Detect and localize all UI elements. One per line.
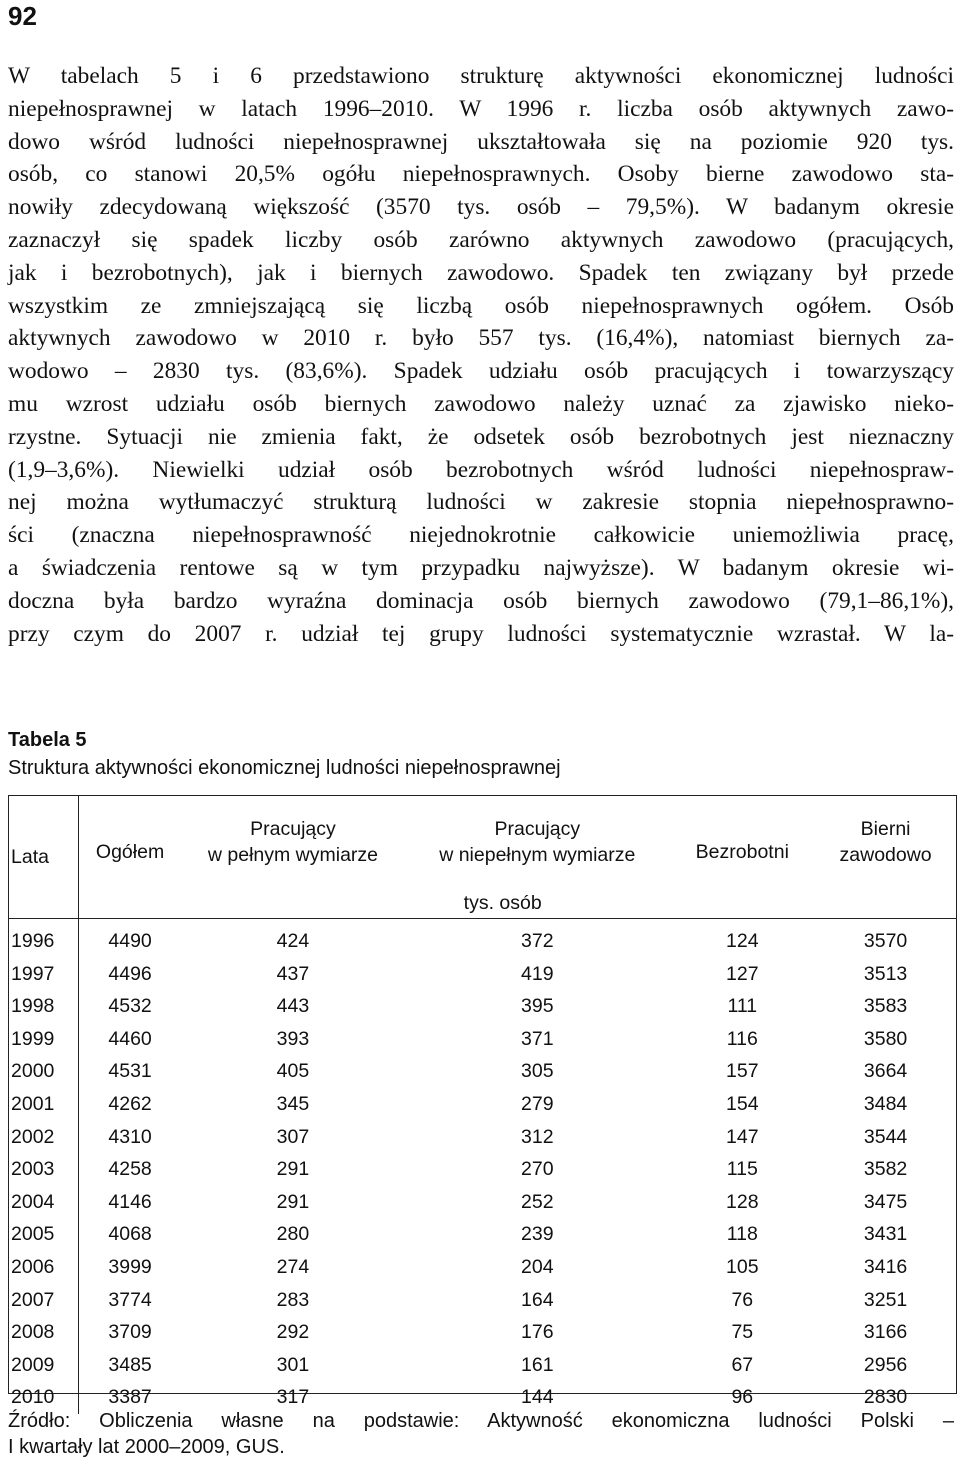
header-bierni-line1: Bierni [860,818,911,840]
body-line: rzystne. Sytuacji nie zmienia fakt, że odsetek osób bezrobotnych jest nieznaczny [8,423,954,450]
table-row [9,919,956,958]
cell-bierni: 3570 [863,930,908,952]
cell-niepelny: 312 [521,1125,554,1148]
cell-pelny: 307 [276,1125,310,1148]
table-row [9,1023,956,1056]
cell-bierni: 3166 [863,1321,908,1344]
table-body [9,919,956,1414]
body-line: nej można wytłumaczyć strukturą ludności w zakresie stopnia niepełnosprawno- [8,489,954,516]
cell-ogolem: 4068 [108,1223,152,1246]
header-niepelny [405,796,669,888]
body-line: jak i bezrobotnych), jak i biernych zawodowo. Spadek ten związany był przede [8,259,954,286]
body-line: aktywnych zawodowo w 2010 r. było 557 tys. (16,4%), natomiast biernych za- [8,325,954,352]
cell-pelny: 283 [276,1288,310,1311]
cell-lata: 1998 [9,990,79,1023]
cell-pelny: 443 [276,995,310,1018]
cell-bierni: 3484 [863,1092,908,1115]
cell-bezrobotni: 127 [726,962,759,985]
cell-ogolem: 4490 [108,930,152,952]
table-row [9,1316,956,1349]
cell-bezrobotni: 154 [726,1092,759,1115]
cell-bierni: 3513 [863,962,908,985]
header-pelny [181,796,405,888]
cell-lata: 2004 [9,1186,79,1219]
cell-niepelny: 252 [521,1190,554,1213]
cell-bierni: 3580 [863,1027,908,1050]
header-pelny-line2: w pełnym wymiarze [207,844,379,866]
table-label: Tabela 5 [8,729,87,751]
cell-bezrobotni: 147 [726,1125,759,1148]
cell-bezrobotni: 75 [731,1321,754,1344]
cell-lata: 2000 [9,1055,79,1088]
cell-bezrobotni: 124 [726,930,759,952]
header-bierni [815,796,956,888]
cell-ogolem: 4258 [108,1158,152,1181]
cell-bierni: 3475 [863,1190,908,1213]
cell-ogolem: 4531 [108,1060,152,1083]
cell-bezrobotni: 157 [726,1060,759,1083]
cell-lata: 1996 [9,919,79,958]
cell-bezrobotni: 105 [726,1255,759,1278]
header-bierni-line2: zawodowo [839,844,932,866]
cell-bezrobotni: 76 [731,1288,754,1311]
cell-lata: 2010 [9,1381,79,1414]
table-caption: Struktura aktywności ekonomicznej ludności niepełnosprawnej [8,757,561,779]
cell-pelny: 292 [276,1321,310,1344]
cell-lata: 2006 [9,1251,79,1284]
table-row [9,1121,956,1154]
body-line: niepełnosprawnej w latach 1996–2010. W 1996 r. liczba osób aktywnych zawo- [8,95,954,122]
table-row [9,1251,956,1284]
source-line: Źródło: Obliczenia własne na podstawie: Aktywność ekonomiczna ludności Polski – [8,1410,954,1432]
cell-ogolem: 3387 [108,1386,152,1409]
cell-lata: 2009 [9,1349,79,1382]
body-line: (1,9–3,6%). Niewielki udział osób bezrobotnych wśród ludności niepełnospraw- [8,456,954,483]
table-row [9,1186,956,1219]
header-niepelny-line1: Pracujący [494,818,581,840]
cell-ogolem: 4496 [108,962,152,985]
cell-ogolem: 3999 [108,1255,152,1278]
header-bezrobotni [669,796,815,888]
cell-lata: 2002 [9,1121,79,1154]
body-line: wodowo – 2830 tys. (83,6%). Spadek udziału osób pracujących i towarzyszący [8,358,954,385]
table-row [9,990,956,1023]
cell-ogolem: 4310 [108,1125,152,1148]
cell-bierni: 3582 [863,1158,908,1181]
cell-lata: 2008 [9,1316,79,1349]
cell-bierni: 3544 [863,1125,908,1148]
header-bezrobotni-text: Bezrobotni [695,841,789,863]
cell-niepelny: 144 [521,1386,554,1409]
page-number: 92 [8,1,37,31]
body-line: wszystkim ze zmniejszającą się liczbą osób niepełnosprawnych ogółem. Osób [8,292,954,319]
cell-pelny: 393 [276,1027,310,1050]
cell-pelny: 405 [276,1060,310,1083]
body-line: doczna była bardzo wyraźna dominacja osób biernych zawodowo (79,1–86,1%), [8,587,954,614]
cell-bezrobotni: 128 [726,1190,759,1213]
cell-bezrobotni: 116 [726,1027,758,1050]
cell-ogolem: 4460 [108,1027,152,1050]
cell-bierni: 3431 [863,1223,908,1246]
cell-lata: 2001 [9,1088,79,1121]
cell-niepelny: 204 [521,1255,554,1278]
header-pelny-line1: Pracujący [250,818,336,840]
cell-pelny: 345 [276,1092,310,1115]
cell-pelny: 280 [276,1223,310,1246]
data-table [9,796,956,1414]
body-line: dowo wśród ludności niepełnosprawnej ukształtowała się na poziomie 920 tys. [8,128,954,155]
cell-ogolem: 3709 [108,1321,152,1344]
cell-bierni: 3583 [863,995,908,1018]
header-unit: tys. osób [79,888,956,919]
cell-ogolem: 3774 [108,1288,152,1311]
cell-niepelny: 239 [521,1223,554,1246]
cell-niepelny: 395 [521,995,554,1018]
table-row [9,1218,956,1251]
cell-pelny: 291 [276,1158,310,1181]
cell-lata: 2007 [9,1284,79,1317]
cell-pelny: 437 [276,962,310,985]
cell-ogolem: 4146 [108,1190,152,1213]
table-row [9,1349,956,1382]
header-lata: Lata [9,796,79,919]
cell-pelny: 317 [276,1386,310,1409]
cell-ogolem: 4532 [108,995,152,1018]
body-line: zaznaczył się spadek liczby osób zarówno aktywnych zawodowo (pracujących, [8,226,954,253]
cell-bierni: 2830 [863,1386,908,1409]
cell-pelny: 291 [276,1190,310,1213]
cell-niepelny: 419 [521,962,554,985]
cell-bezrobotni: 96 [731,1386,754,1409]
cell-bierni: 3664 [863,1060,908,1083]
cell-niepelny: 279 [521,1092,554,1115]
cell-niepelny: 371 [521,1027,554,1050]
body-line: przy czym do 2007 r. udział tej grupy ludności systematycznie wzrastał. W la- [8,620,954,647]
cell-bezrobotni: 111 [727,995,758,1018]
cell-niepelny: 176 [521,1321,554,1344]
cell-ogolem: 3485 [108,1353,152,1376]
data-table-frame [8,795,957,1409]
cell-bezrobotni: 67 [731,1353,754,1376]
cell-bezrobotni: 115 [726,1158,758,1181]
cell-pelny: 424 [276,930,310,952]
cell-bierni: 2956 [863,1353,908,1376]
cell-niepelny: 372 [521,930,554,952]
table-row [9,1088,956,1121]
header-ogolem-text: Ogółem [95,841,165,863]
body-line: W tabelach 5 i 6 przedstawiono strukturę aktywności ekonomicznej ludności [8,63,954,89]
cell-bierni: 3416 [863,1255,908,1278]
table-row [9,958,956,991]
cell-pelny: 301 [276,1353,310,1376]
body-line: osób, co stanowi 20,5% ogółu niepełnosprawnych. Osoby bierne zawodowo sta- [8,161,954,188]
body-line: a świadczenia rentowe są w tym przypadku najwyższe). W badanym okresie wi- [8,554,954,581]
table-row [9,1153,956,1186]
header-niepelny-line2: w niepełnym wymiarze [439,844,636,866]
cell-pelny: 274 [276,1255,310,1278]
header-ogolem [79,796,181,888]
source-note [8,1408,954,1460]
table-row [9,1055,956,1088]
body-line: ści (znaczna niepełnosprawność niejednokrotnie całkowicie uniemożliwia pracę, [8,522,954,549]
body-line: nowiły zdecydowaną większość (3570 tys. osób – 79,5%). W badanym okresie [8,194,954,221]
cell-ogolem: 4262 [108,1092,152,1115]
cell-niepelny: 305 [521,1060,554,1083]
source-line: I kwartały lat 2000–2009, GUS. [8,1436,285,1458]
body-paragraph [8,60,954,650]
cell-lata: 1999 [9,1023,79,1056]
table-row [9,1284,956,1317]
cell-lata: 2003 [9,1153,79,1186]
cell-bezrobotni: 118 [726,1223,758,1246]
cell-bierni: 3251 [863,1288,908,1311]
cell-lata: 1997 [9,958,79,991]
cell-lata: 2005 [9,1218,79,1251]
cell-niepelny: 161 [521,1353,554,1376]
cell-niepelny: 270 [521,1158,554,1181]
cell-niepelny: 164 [521,1288,554,1311]
body-line: mu wzrost udziału osób biernych zawodowo należy uznać za zjawisko nieko- [8,390,954,417]
